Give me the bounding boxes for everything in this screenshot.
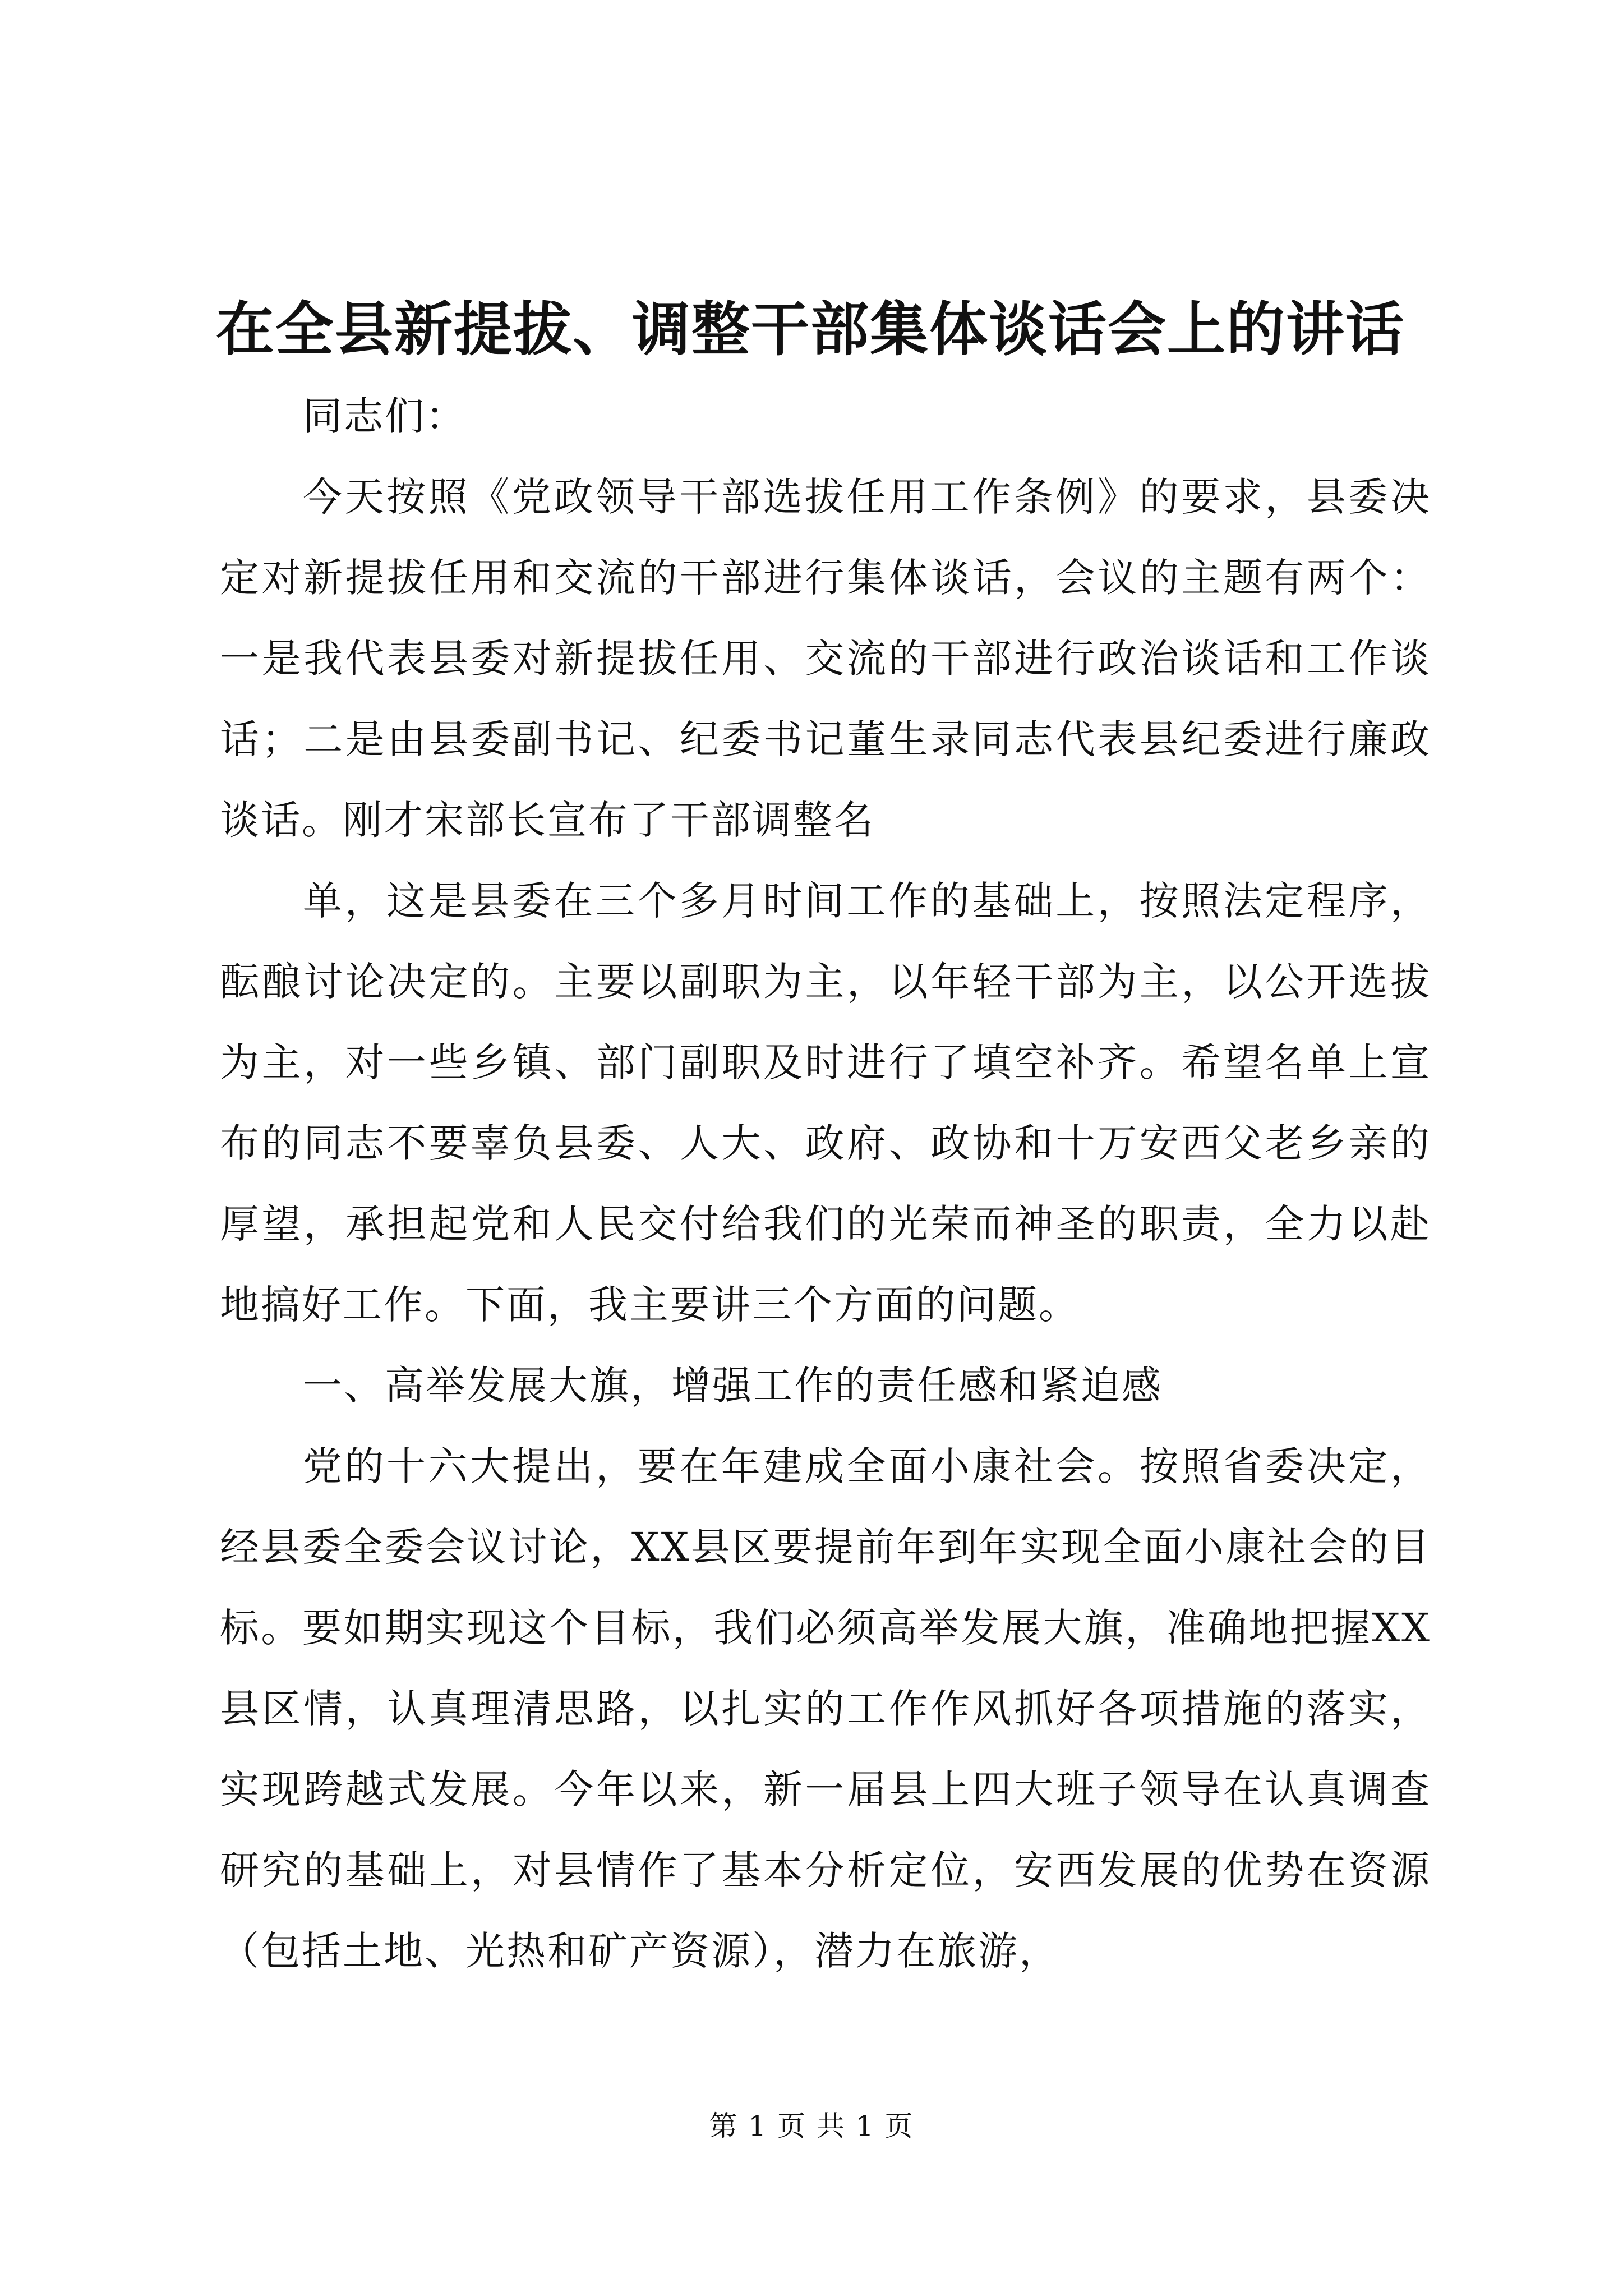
document-title: 在全县新提拔、调整干部集体谈话会上的讲话 (216, 295, 1405, 364)
salutation-paragraph: 同志们： (303, 393, 467, 439)
document-body (220, 376, 1431, 1991)
body-paragraph-3: 党的十六大提出，要在年建成全面小康社会。按照省委决定，经县委全委会议讨论，XX县区要提前年到年实现全面小康社会的目标。要如期实现这个目标，我们必须高举发展大旗，准确地把握XX县区情，认真理清思路，以扎实的工作作风抓好各项措施的落实，实现跨越式发展。今年以来，新一届县上四大班子领导在认真调查研究的基础上，对县情作了基本分析定位，安西发展的优势在资源（包括土地、光热和矿产资源），潜力在旅游， (220, 1443, 1431, 1974)
page-footer: 第 1 页 共 1 页 (709, 2110, 914, 2142)
section-heading-1: 一、高举发展大旗，增强工作的责任感和紧迫感 (303, 1363, 1163, 1409)
body-paragraph-1: 今天按照《党政领导干部选拔任用工作条例》的要求，县委决定对新提拔任用和交流的干部进行集体谈话，会议的主题有两个：一是我代表县委对新提拔任用、交流的干部进行政治谈话和工作谈话；二是由县委副书记、纪委书记董生录同志代表县纪委进行廉政谈话。刚才宋部长宣布了干部调整名 (220, 474, 1431, 843)
body-paragraph-2: 单，这是县委在三个多月时间工作的基础上，按照法定程序，酝酿讨论决定的。主要以副职为主，以年轻干部为主，以公开选拔为主，对一些乡镇、部门副职及时进行了填空补齐。希望名单上宣布的同志不要辜负县委、人大、政府、政协和十万安西父老乡亲的厚望，承担起党和人民交付给我们的光荣而神圣的职责，全力以赴地搞好工作。下面，我主要讲三个方面的问题。 (220, 878, 1431, 1328)
